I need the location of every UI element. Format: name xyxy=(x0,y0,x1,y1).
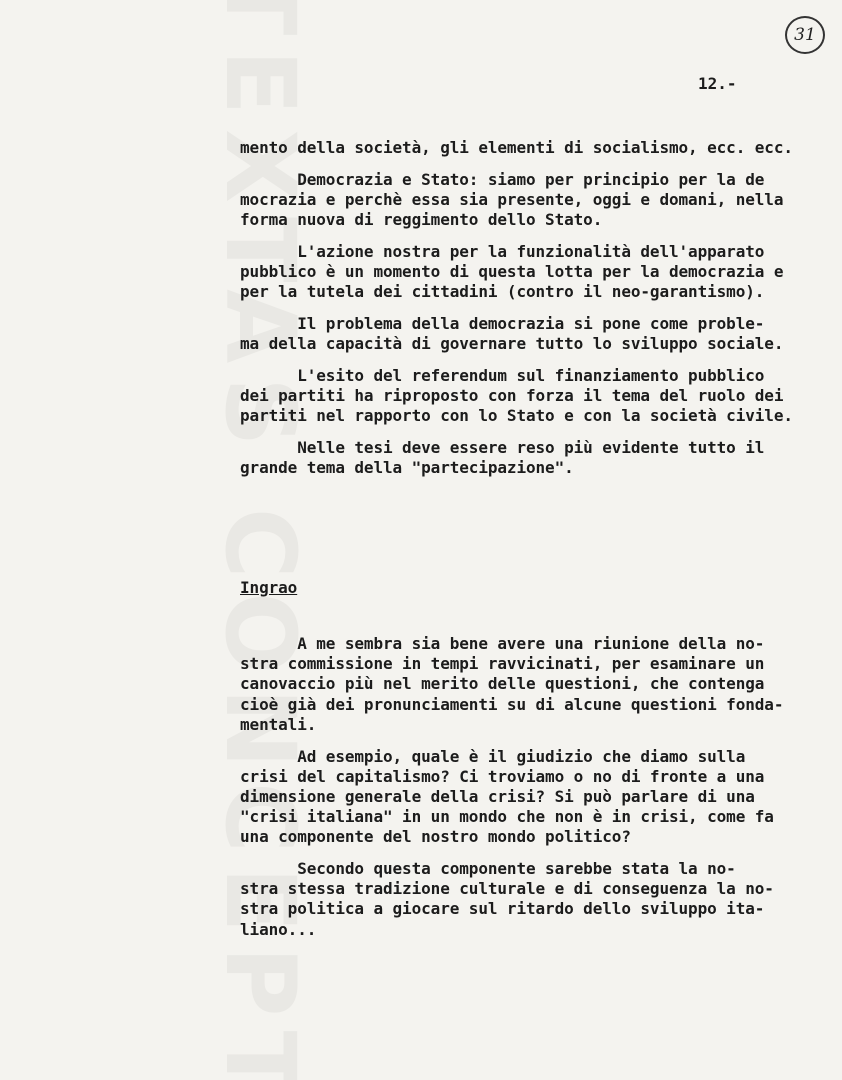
text-line: cioè già dei pronunciamenti su di alcune questioni fonda- xyxy=(240,694,784,714)
text-line: canovaccio più nel merito delle questioni, che contenga xyxy=(240,674,765,694)
text-line: una componente del nostro mondo politico? xyxy=(240,827,631,847)
text-line: L'esito del referendum sul finanziamento pubblico xyxy=(240,365,765,385)
text-line: per la tutela dei cittadini (contro il neo-garantismo). xyxy=(240,282,765,302)
text-line: mento della società, gli elementi di socialismo, ecc. ecc. xyxy=(240,138,793,157)
text-line: "crisi italiana" in un mondo che non è in crisi, come fa xyxy=(240,807,774,827)
text-line: liano... xyxy=(240,919,317,939)
text-line: A me sembra sia bene avere una riunione della no- xyxy=(240,634,765,653)
text-line: stra stessa tradizione culturale e di conseguenza la no- xyxy=(240,879,774,899)
text-line: ma della capacità di governare tutto lo sviluppo sociale. xyxy=(240,334,784,354)
text-line: Democrazia e Stato: siamo per principio per la de xyxy=(240,169,765,189)
text-line: L'azione nostra per la funzionalità dell'apparato xyxy=(240,241,765,261)
speaker-heading: Ingrao xyxy=(240,578,298,597)
text-line: Il problema della democrazia si pone come proble- xyxy=(240,313,765,333)
text-line: pubblico è un momento di questa lotta per la democrazia e xyxy=(240,262,784,281)
text-line: mocrazia e perchè essa sia presente, oggi e domani, nella xyxy=(240,189,784,209)
text-line: stra politica a giocare sul ritardo dello sviluppo ita- xyxy=(240,899,765,919)
text-line: stra commissione in tempi ravvicinati, per esaminare un xyxy=(240,654,765,674)
archive-stamp: 31 xyxy=(785,16,825,54)
text-line: dei partiti ha riproposto con forza il tema del ruolo dei xyxy=(240,386,784,405)
text-line: partiti nel rapporto con lo Stato e con la società civile. xyxy=(240,406,793,426)
text-line: grande tema della "partecipazione". xyxy=(240,458,574,478)
page-number: 12.- xyxy=(698,74,737,93)
text-line: Secondo questa componente sarebbe stata la no- xyxy=(240,859,736,878)
text-line: Ad esempio, quale è il giudizio che diamo sulla xyxy=(240,746,746,766)
text-line: forma nuova di reggimento dello Stato. xyxy=(240,210,603,230)
text-line: mentali. xyxy=(240,714,317,734)
text-line: crisi del capitalismo? Ci troviamo o no di fronte a una xyxy=(240,766,765,786)
text-line: dimensione generale della crisi? Si può parlare di una xyxy=(240,786,755,806)
text-line: Nelle tesi deve essere reso più evidente tutto il xyxy=(240,437,765,457)
